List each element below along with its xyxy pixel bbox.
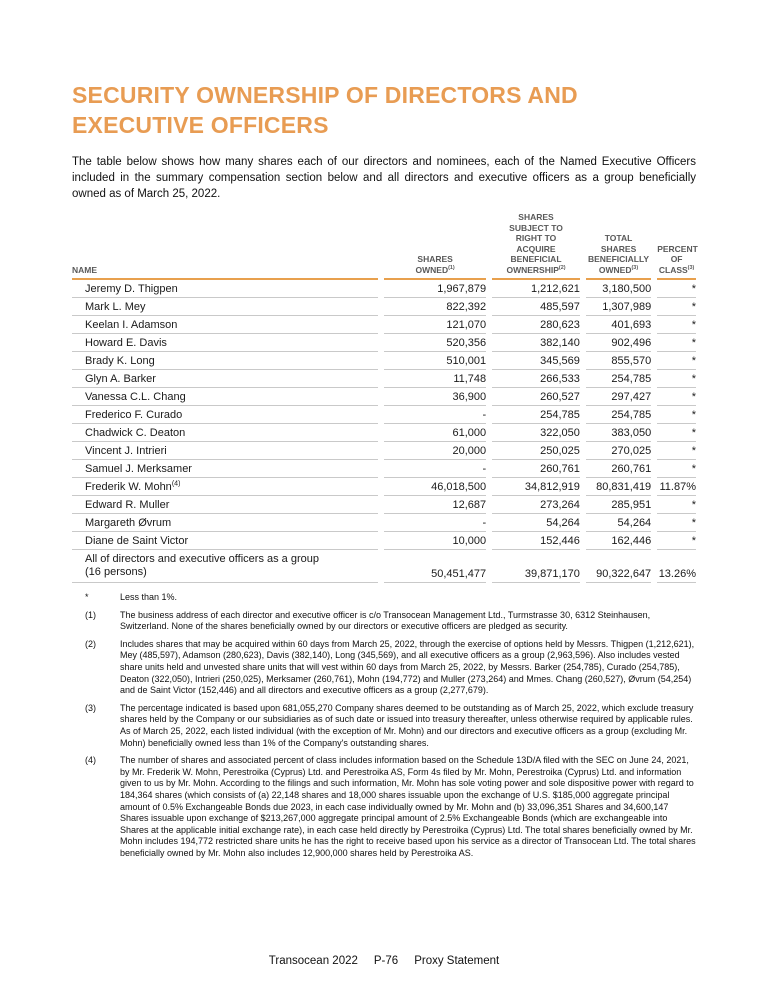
cell-total-owned: 254,785 [586, 406, 651, 424]
cell-right-to-acquire: 266,533 [492, 370, 580, 388]
table-row [72, 334, 696, 352]
table-row [72, 406, 696, 424]
table-row [72, 298, 696, 316]
cell-shares-owned: 121,070 [384, 316, 486, 334]
cell-name: Frederik W. Mohn$^{(4)}$ [72, 478, 378, 496]
cell-name: Diane de Saint Victor [72, 532, 378, 550]
cell-percent-of-class: 11.87% [657, 478, 696, 496]
cell-total-owned: 1,307,989 [586, 298, 651, 316]
cell-total-owned: 54,264 [586, 514, 651, 532]
table-header-row [72, 212, 696, 280]
cell-percent-of-class: * [657, 514, 696, 532]
footer-company: Transocean 2022 [268, 955, 358, 967]
cell-name: Edward R. Muller [72, 496, 378, 514]
cell-name: Vincent J. Intrieri [72, 442, 378, 460]
cell-right-to-acquire: 260,761 [492, 460, 580, 478]
table-row [72, 280, 696, 298]
cell-shares-owned: - [384, 460, 486, 478]
cell-shares-owned: 822,392 [384, 298, 486, 316]
table-row [72, 370, 696, 388]
cell-name: Mark L. Mey [72, 298, 378, 316]
cell-name: Chadwick C. Deaton [72, 424, 378, 442]
table-row [72, 388, 696, 406]
cell-percent-of-class: * [657, 442, 696, 460]
cell-percent-of-class: * [657, 406, 696, 424]
cell-total-owned: 260,761 [586, 460, 651, 478]
cell-percent-of-class: * [657, 334, 696, 352]
footnote-text: The percentage indicated is based upon 681,055,270 Company shares deemed to be outstanding as of March 25, 2022, which exclude treasury shares held by the Company or our subsidiaries as of such date or issued into treasury thereafter, unless otherwise required by applicable rules. As of March 25, 2022, each listed individual (with the exception of Mr. Mohn) and our directors and executive officers as a group (excluding Mr. Mohn) beneficially owned less than 1% of the Company's outstanding shares. [120, 702, 694, 748]
table-row [72, 478, 696, 496]
cell-shares-owned: 11,748 [384, 370, 486, 388]
cell-percent-of-class: * [657, 298, 696, 316]
cell-total-owned: 90,322,647 [586, 550, 651, 583]
cell-percent-of-class: * [657, 532, 696, 550]
footnote-text: Less than 1%. [120, 592, 178, 602]
cell-name: Keelan I. Adamson [72, 316, 378, 334]
cell-right-to-acquire: 485,597 [492, 298, 580, 316]
cell-shares-owned: 61,000 [384, 424, 486, 442]
cell-total-owned: 902,496 [586, 334, 651, 352]
column-header-1: SHARES OWNED$^{(1)}$ [384, 212, 486, 280]
footnote-text: The number of shares and associated percent of class includes information based on the Schedule 13D/A filed with the SEC on June 24, 2021, by Mr. Frederik W. Mohn, Perestroika (Cyprus) Ltd. and Perestroika AS, Form 4s filed by Mr. Mohn, Perestroika (Cyprus) Ltd. and information given to us by Mr. Mohn. According to the filings and such information, Mr. Mohn has sole voting power and sole dispositive power with regard to 184,364 shares (which consists of (a) 22,148 shares and 18,000 shares issuable upon the exchange of U.S. $185,000 aggregate principal amount of 0.5% Exchangeable Bonds due 2023, in each case individually owned by Mr. Mohn and (b) 33,096,351 Shares and 34,600,147 Shares issuable upon exchange of $213,267,000 aggregate principal amount of 2.5% Exchangeable Bonds (which are exchangeable into Shares at the applicable initial exchange rate), in each case held directly by Perestroika (Cyprus) Ltd. The total shares beneficially owned by Mr. Mohn includes 194,772 restricted share units he has the right to receive based upon his service as a director of Transocean Ltd. The total shares beneficially owned by Mr. Mohn also includes 12,900,000 shares held by Perestroika AS. [120, 755, 696, 858]
cell-name: All of directors and executive officers as a group (16 persons) [72, 550, 378, 583]
table-row [72, 532, 696, 550]
footnote-reference: (2) [558, 264, 566, 271]
footnote-marker: (1) [85, 609, 96, 620]
table-row [72, 514, 696, 532]
cell-right-to-acquire: 345,569 [492, 352, 580, 370]
table-row [72, 352, 696, 370]
cell-right-to-acquire: 34,812,919 [492, 478, 580, 496]
table-row [72, 460, 696, 478]
cell-shares-owned: 12,687 [384, 496, 486, 514]
footnote [72, 639, 696, 697]
cell-shares-owned: 510,001 [384, 352, 486, 370]
footnote [72, 610, 696, 633]
table-row [72, 316, 696, 334]
cell-shares-owned: 20,000 [384, 442, 486, 460]
footnote-reference: (4) [171, 479, 181, 487]
cell-total-owned: 285,951 [586, 496, 651, 514]
page-footer [0, 955, 768, 967]
cell-name: Jeremy D. Thigpen [72, 280, 378, 298]
cell-right-to-acquire: 1,212,621 [492, 280, 580, 298]
cell-right-to-acquire: 280,623 [492, 316, 580, 334]
table-body [72, 280, 696, 583]
cell-name: Brady K. Long [72, 352, 378, 370]
intro-paragraph: The table below shows how many shares each of our directors and nominees, each of the Named Executive Officers included in the summary compensation section below and all directors and executive officers as a group beneficially owned as of March 25, 2022. [72, 156, 696, 200]
cell-shares-owned: - [384, 514, 486, 532]
cell-right-to-acquire: 322,050 [492, 424, 580, 442]
footnote-marker: (2) [85, 638, 96, 649]
cell-name: Margareth Øvrum [72, 514, 378, 532]
footnote-reference: (1) [448, 264, 455, 271]
column-header-4: PERCENT OF CLASS$^{(3)}$ [657, 212, 696, 280]
cell-total-owned: 3,180,500 [586, 280, 651, 298]
cell-shares-owned: - [384, 406, 486, 424]
footer-page-number: P-76 [373, 955, 399, 967]
cell-right-to-acquire: 260,527 [492, 388, 580, 406]
table-row-group-total [72, 550, 696, 583]
column-header-3: TOTAL SHARES BENEFICIALLY OWNED$^{(3)}$ [586, 212, 651, 280]
cell-percent-of-class: * [657, 460, 696, 478]
cell-total-owned: 855,570 [586, 352, 651, 370]
cell-percent-of-class: * [657, 388, 696, 406]
cell-right-to-acquire: 39,871,170 [492, 550, 580, 583]
footnote-marker: (3) [85, 702, 96, 713]
cell-name: Samuel J. Merksamer [72, 460, 378, 478]
cell-right-to-acquire: 273,264 [492, 496, 580, 514]
cell-name: Vanessa C.L. Chang [72, 388, 378, 406]
footer-doc-type: Proxy Statement [414, 955, 500, 967]
footnote-text: Includes shares that may be acquired within 60 days from March 25, 2022, through the exercise of options held by Messrs. Thigpen (1,212,621), Mey (485,597), Adamson (280,623), Davis (382,140), Long (345,569), and all executive officers as a group (2,963,596). Also includes vested share units held and unvested share units that will vest within 60 days from March 25, 2022, by Messrs. Barker (254,785), Curado (254,785), Deaton (322,050), Intrieri (250,025), Merksamer (260,761), Mohn (194,772) and Muller (273,264) and Mmes. Chang (260,527), Øvrum (54,254) and de Saint Victor (152,446) and all directors and executive officers as a group (2,277,679). [120, 638, 695, 696]
table-row [72, 424, 696, 442]
footnote-marker: (4) [85, 755, 96, 766]
cell-percent-of-class: * [657, 280, 696, 298]
cell-percent-of-class: * [657, 370, 696, 388]
footnote-marker: * [85, 592, 89, 602]
cell-shares-owned: 10,000 [384, 532, 486, 550]
cell-right-to-acquire: 152,446 [492, 532, 580, 550]
footnote-reference: (3) [687, 264, 695, 271]
footnote-text: The business address of each director and executive officer is c/o Transocean Management Ltd., Turmstrasse 30, 6312 Steinhausen, Switzerland. None of the shares beneficially owned by our directors or executive officers are pledged as security. [120, 609, 651, 632]
cell-percent-of-class: * [657, 496, 696, 514]
cell-total-owned: 383,050 [586, 424, 651, 442]
footnote [72, 755, 696, 859]
column-header-name: NAME [72, 212, 378, 280]
cell-total-owned: 254,785 [586, 370, 651, 388]
cell-percent-of-class: * [657, 352, 696, 370]
table-row [72, 496, 696, 514]
cell-name: Howard E. Davis [72, 334, 378, 352]
cell-total-owned: 80,831,419 [586, 478, 651, 496]
cell-total-owned: 297,427 [586, 388, 651, 406]
cell-name: Glyn A. Barker [72, 370, 378, 388]
cell-percent-of-class: * [657, 316, 696, 334]
table-header [72, 212, 696, 280]
footnote [72, 703, 696, 749]
cell-shares-owned: 50,451,477 [384, 550, 486, 583]
cell-right-to-acquire: 250,025 [492, 442, 580, 460]
cell-name: Frederico F. Curado [72, 406, 378, 424]
page-title: SECURITY OWNERSHIP OF DIRECTORS AND EXECUTIVE OFFICERS [72, 82, 578, 138]
cell-shares-owned: 520,356 [384, 334, 486, 352]
cell-right-to-acquire: 54,264 [492, 514, 580, 532]
cell-total-owned: 162,446 [586, 532, 651, 550]
cell-right-to-acquire: 382,140 [492, 334, 580, 352]
table-row [72, 442, 696, 460]
cell-shares-owned: 1,967,879 [384, 280, 486, 298]
cell-total-owned: 270,025 [586, 442, 651, 460]
cell-percent-of-class: * [657, 424, 696, 442]
cell-right-to-acquire: 254,785 [492, 406, 580, 424]
cell-shares-owned: 36,900 [384, 388, 486, 406]
cell-shares-owned: 46,018,500 [384, 478, 486, 496]
footnotes-section [72, 592, 696, 859]
cell-percent-of-class: 13.26% [657, 550, 696, 583]
footnote [72, 592, 696, 604]
footnote-reference: (3) [631, 264, 639, 271]
security-ownership-table [66, 212, 702, 583]
column-header-2: SHARES SUBJECT TO RIGHT TO ACQUIRE BENEFICIAL OWNERSHIP$^{(2)}$ [492, 212, 580, 280]
cell-total-owned: 401,693 [586, 316, 651, 334]
